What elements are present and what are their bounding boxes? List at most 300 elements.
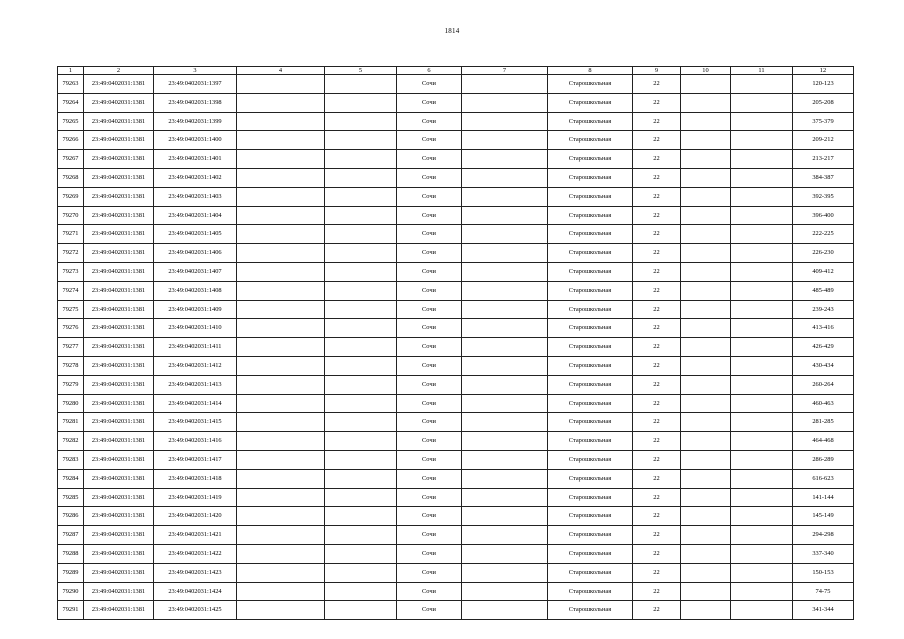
column-header: 12: [793, 67, 854, 75]
table-cell: [462, 168, 548, 187]
table-cell: Сочи: [397, 432, 462, 451]
table-cell: 22: [633, 469, 681, 488]
table-cell: [237, 450, 325, 469]
table-cell: [731, 206, 793, 225]
table-cell: [731, 544, 793, 563]
table-cell: [462, 432, 548, 451]
table-cell: 23:49:0402031:1381: [84, 507, 154, 526]
table-cell: [325, 187, 397, 206]
table-row: [58, 244, 854, 263]
table-cell: [681, 413, 731, 432]
table-cell: [681, 319, 731, 338]
table-cell: 23:49:0402031:1405: [154, 225, 237, 244]
table-cell: [462, 488, 548, 507]
table-cell: 23:49:0402031:1413: [154, 375, 237, 394]
table-cell: [325, 338, 397, 357]
table-cell: [731, 131, 793, 150]
table-cell: 341-344: [793, 601, 854, 620]
table-cell: [237, 244, 325, 263]
table-cell: 23:49:0402031:1381: [84, 131, 154, 150]
column-header: 4: [237, 67, 325, 75]
table-row: [58, 150, 854, 169]
table-cell: [237, 206, 325, 225]
table-cell: Старошкольная: [548, 319, 633, 338]
table-cell: Сочи: [397, 75, 462, 94]
table-cell: 22: [633, 168, 681, 187]
table-cell: 23:49:0402031:1381: [84, 187, 154, 206]
table-cell: [681, 544, 731, 563]
table-cell: [462, 450, 548, 469]
table-cell: 23:49:0402031:1401: [154, 150, 237, 169]
table-cell: Старошкольная: [548, 601, 633, 620]
table-row: [58, 432, 854, 451]
table-cell: [731, 507, 793, 526]
table-cell: 616-623: [793, 469, 854, 488]
table-row: [58, 356, 854, 375]
table-cell: 22: [633, 601, 681, 620]
table-cell: 23:49:0402031:1381: [84, 432, 154, 451]
table-cell: 22: [633, 300, 681, 319]
table-cell: 79266: [58, 131, 84, 150]
table-cell: [681, 281, 731, 300]
table-cell: 23:49:0402031:1409: [154, 300, 237, 319]
table-cell: [462, 262, 548, 281]
table-cell: [681, 526, 731, 545]
table-cell: [237, 300, 325, 319]
table-cell: 79265: [58, 112, 84, 131]
table-cell: Сочи: [397, 526, 462, 545]
header-row: [58, 67, 854, 75]
table-row: [58, 507, 854, 526]
table-cell: 79291: [58, 601, 84, 620]
table-cell: 375-379: [793, 112, 854, 131]
table-cell: 23:49:0402031:1418: [154, 469, 237, 488]
table-cell: [462, 244, 548, 263]
table-cell: 23:49:0402031:1381: [84, 394, 154, 413]
table-cell: 409-412: [793, 262, 854, 281]
table-cell: [325, 413, 397, 432]
column-header: 6: [397, 67, 462, 75]
table-cell: [325, 93, 397, 112]
table-cell: [731, 356, 793, 375]
table-row: [58, 488, 854, 507]
table-cell: [237, 187, 325, 206]
table-cell: [681, 432, 731, 451]
table-cell: [681, 244, 731, 263]
table-cell: Сочи: [397, 262, 462, 281]
table-cell: [325, 563, 397, 582]
table-cell: [681, 187, 731, 206]
table-cell: 23:49:0402031:1402: [154, 168, 237, 187]
table-cell: 281-285: [793, 413, 854, 432]
table-cell: 22: [633, 413, 681, 432]
table-cell: 22: [633, 131, 681, 150]
table-cell: [237, 112, 325, 131]
table-cell: 23:49:0402031:1414: [154, 394, 237, 413]
table-cell: 239-243: [793, 300, 854, 319]
table-cell: Сочи: [397, 582, 462, 601]
table-cell: 23:49:0402031:1381: [84, 582, 154, 601]
table-cell: [325, 112, 397, 131]
table-cell: 141-144: [793, 488, 854, 507]
table-cell: [731, 112, 793, 131]
table-row: [58, 131, 854, 150]
table-cell: 79270: [58, 206, 84, 225]
table-cell: 22: [633, 281, 681, 300]
table-cell: 22: [633, 582, 681, 601]
table-cell: [731, 187, 793, 206]
table-cell: 79287: [58, 526, 84, 545]
table-cell: [462, 75, 548, 94]
table-cell: 23:49:0402031:1419: [154, 488, 237, 507]
table-header: [58, 67, 854, 75]
table-cell: 79290: [58, 582, 84, 601]
table-cell: 222-225: [793, 225, 854, 244]
table-cell: 79272: [58, 244, 84, 263]
table-cell: [237, 93, 325, 112]
table-cell: 22: [633, 338, 681, 357]
table-cell: [325, 300, 397, 319]
table-cell: 23:49:0402031:1381: [84, 319, 154, 338]
table-cell: [731, 262, 793, 281]
table-cell: [237, 413, 325, 432]
table-cell: Сочи: [397, 300, 462, 319]
table-cell: 79269: [58, 187, 84, 206]
table-cell: 145-149: [793, 507, 854, 526]
table-cell: Старошкольная: [548, 168, 633, 187]
column-header: 11: [731, 67, 793, 75]
table-cell: [462, 150, 548, 169]
table-cell: 22: [633, 244, 681, 263]
table-cell: 430-434: [793, 356, 854, 375]
table-cell: 23:49:0402031:1422: [154, 544, 237, 563]
table-cell: [462, 225, 548, 244]
table-cell: Сочи: [397, 168, 462, 187]
table-cell: [462, 394, 548, 413]
table-cell: 79276: [58, 319, 84, 338]
table-cell: [237, 281, 325, 300]
table-cell: [325, 319, 397, 338]
table-row: [58, 582, 854, 601]
table-cell: [731, 488, 793, 507]
table-cell: [325, 262, 397, 281]
table-cell: 22: [633, 150, 681, 169]
table-cell: [681, 300, 731, 319]
table-cell: [681, 488, 731, 507]
table-cell: 23:49:0402031:1381: [84, 526, 154, 545]
table-cell: [462, 413, 548, 432]
table-cell: [237, 544, 325, 563]
column-header: 1: [58, 67, 84, 75]
table-cell: 79280: [58, 394, 84, 413]
table-row: [58, 93, 854, 112]
table-cell: 23:49:0402031:1381: [84, 112, 154, 131]
table-cell: [325, 601, 397, 620]
table-cell: 294-298: [793, 526, 854, 545]
table-cell: Сочи: [397, 281, 462, 300]
table-cell: [462, 469, 548, 488]
table-cell: Сочи: [397, 338, 462, 357]
table-cell: 79285: [58, 488, 84, 507]
table-cell: 23:49:0402031:1421: [154, 526, 237, 545]
table-cell: Сочи: [397, 450, 462, 469]
table-cell: 23:49:0402031:1407: [154, 262, 237, 281]
table-cell: 337-340: [793, 544, 854, 563]
table-cell: 23:49:0402031:1410: [154, 319, 237, 338]
table-cell: 79284: [58, 469, 84, 488]
table-cell: 384-387: [793, 168, 854, 187]
table-cell: Сочи: [397, 131, 462, 150]
table-cell: [731, 601, 793, 620]
table-cell: 79283: [58, 450, 84, 469]
table-cell: 23:49:0402031:1399: [154, 112, 237, 131]
table-cell: 23:49:0402031:1381: [84, 206, 154, 225]
table-cell: [462, 563, 548, 582]
table-cell: 23:49:0402031:1425: [154, 601, 237, 620]
table-cell: [731, 93, 793, 112]
table-cell: [325, 356, 397, 375]
table-cell: [462, 187, 548, 206]
table-cell: [237, 563, 325, 582]
table-cell: 396-400: [793, 206, 854, 225]
table-cell: 286-289: [793, 450, 854, 469]
table-cell: Сочи: [397, 356, 462, 375]
table-cell: 23:49:0402031:1400: [154, 131, 237, 150]
table-cell: [731, 432, 793, 451]
table-cell: [731, 394, 793, 413]
table-cell: Сочи: [397, 469, 462, 488]
table-cell: [681, 469, 731, 488]
table-cell: 23:49:0402031:1381: [84, 244, 154, 263]
table-cell: [237, 262, 325, 281]
table-cell: Старошкольная: [548, 112, 633, 131]
table-cell: 23:49:0402031:1381: [84, 413, 154, 432]
table-cell: 23:49:0402031:1397: [154, 75, 237, 94]
table-cell: [681, 507, 731, 526]
table-cell: 79268: [58, 168, 84, 187]
table-cell: Сочи: [397, 544, 462, 563]
table-cell: [731, 582, 793, 601]
table-cell: [325, 582, 397, 601]
table-cell: Сочи: [397, 244, 462, 263]
table-cell: Старошкольная: [548, 206, 633, 225]
table-cell: 23:49:0402031:1381: [84, 356, 154, 375]
table-cell: [325, 244, 397, 263]
table-cell: [237, 75, 325, 94]
table-cell: [237, 319, 325, 338]
table-cell: 426-429: [793, 338, 854, 357]
table-cell: [681, 262, 731, 281]
table-cell: 23:49:0402031:1381: [84, 488, 154, 507]
table-cell: [325, 469, 397, 488]
table-cell: 392-395: [793, 187, 854, 206]
table-cell: Сочи: [397, 225, 462, 244]
table-cell: [237, 469, 325, 488]
table-cell: [462, 112, 548, 131]
table-cell: 23:49:0402031:1381: [84, 601, 154, 620]
table-cell: 22: [633, 319, 681, 338]
table-cell: 23:49:0402031:1417: [154, 450, 237, 469]
table-cell: Сочи: [397, 206, 462, 225]
table-cell: [681, 601, 731, 620]
table-row: [58, 469, 854, 488]
table-cell: 74-75: [793, 582, 854, 601]
table-cell: [681, 394, 731, 413]
column-header: 5: [325, 67, 397, 75]
table-cell: [731, 168, 793, 187]
table-cell: 22: [633, 432, 681, 451]
table-cell: 22: [633, 488, 681, 507]
table-cell: 79281: [58, 413, 84, 432]
table-cell: [237, 131, 325, 150]
table-cell: 79273: [58, 262, 84, 281]
table-row: [58, 225, 854, 244]
table-cell: [731, 526, 793, 545]
table-cell: [681, 450, 731, 469]
table-cell: [325, 450, 397, 469]
table-cell: [237, 488, 325, 507]
table-cell: 22: [633, 544, 681, 563]
table-cell: Старошкольная: [548, 262, 633, 281]
table-cell: [237, 394, 325, 413]
table-cell: 79277: [58, 338, 84, 357]
table-cell: Сочи: [397, 488, 462, 507]
column-header: 7: [462, 67, 548, 75]
table-cell: [681, 93, 731, 112]
table-cell: 79282: [58, 432, 84, 451]
table-cell: Старошкольная: [548, 469, 633, 488]
table-cell: 79279: [58, 375, 84, 394]
table-cell: [681, 563, 731, 582]
table-cell: Старошкольная: [548, 131, 633, 150]
table-row: [58, 394, 854, 413]
table-cell: Старошкольная: [548, 338, 633, 357]
table-cell: 79263: [58, 75, 84, 94]
table-cell: 22: [633, 75, 681, 94]
table-row: [58, 544, 854, 563]
table-row: [58, 112, 854, 131]
column-header: 8: [548, 67, 633, 75]
table-cell: 413-416: [793, 319, 854, 338]
table-cell: [681, 112, 731, 131]
table-cell: [325, 281, 397, 300]
table-row: [58, 206, 854, 225]
column-header: 9: [633, 67, 681, 75]
table-cell: 23:49:0402031:1408: [154, 281, 237, 300]
table-cell: 260-264: [793, 375, 854, 394]
table-cell: 23:49:0402031:1411: [154, 338, 237, 357]
table-cell: Сочи: [397, 150, 462, 169]
table-cell: 22: [633, 112, 681, 131]
table-cell: 205-208: [793, 93, 854, 112]
table-cell: Старошкольная: [548, 394, 633, 413]
table-cell: 22: [633, 507, 681, 526]
table-cell: Сочи: [397, 507, 462, 526]
table-cell: [462, 300, 548, 319]
table-cell: [731, 375, 793, 394]
table-cell: Старошкольная: [548, 450, 633, 469]
table-cell: 23:49:0402031:1381: [84, 563, 154, 582]
table-cell: [731, 75, 793, 94]
table-cell: 22: [633, 563, 681, 582]
table-row: [58, 338, 854, 357]
table-cell: [681, 206, 731, 225]
table-cell: 23:49:0402031:1381: [84, 450, 154, 469]
table-cell: [731, 150, 793, 169]
table-cell: 22: [633, 206, 681, 225]
table-cell: [462, 281, 548, 300]
column-header: 2: [84, 67, 154, 75]
table-cell: 23:49:0402031:1423: [154, 563, 237, 582]
table-cell: [681, 338, 731, 357]
table-cell: 150-153: [793, 563, 854, 582]
table-cell: 22: [633, 394, 681, 413]
table-cell: 22: [633, 375, 681, 394]
table-cell: [325, 225, 397, 244]
table-cell: [237, 168, 325, 187]
table-cell: [237, 507, 325, 526]
table-cell: 22: [633, 450, 681, 469]
table-cell: 23:49:0402031:1381: [84, 469, 154, 488]
table-cell: 79267: [58, 150, 84, 169]
table-cell: 485-489: [793, 281, 854, 300]
table-cell: [325, 206, 397, 225]
table-cell: Старошкольная: [548, 582, 633, 601]
table-cell: 23:49:0402031:1416: [154, 432, 237, 451]
table-cell: 23:49:0402031:1420: [154, 507, 237, 526]
table-cell: 23:49:0402031:1406: [154, 244, 237, 263]
table-row: [58, 168, 854, 187]
table-cell: [325, 150, 397, 169]
table-cell: 23:49:0402031:1381: [84, 225, 154, 244]
table-cell: 22: [633, 262, 681, 281]
table-cell: Сочи: [397, 93, 462, 112]
table-cell: 23:49:0402031:1415: [154, 413, 237, 432]
table-cell: [325, 394, 397, 413]
table-row: [58, 75, 854, 94]
table-cell: [731, 300, 793, 319]
table-cell: [681, 582, 731, 601]
table-cell: Старошкольная: [548, 300, 633, 319]
table-cell: [237, 601, 325, 620]
table-cell: 464-468: [793, 432, 854, 451]
table-row: [58, 319, 854, 338]
column-header: 3: [154, 67, 237, 75]
table-cell: [731, 469, 793, 488]
table-cell: [237, 225, 325, 244]
table-cell: 79271: [58, 225, 84, 244]
table-cell: [325, 432, 397, 451]
table-cell: [462, 601, 548, 620]
table-cell: [731, 225, 793, 244]
table-cell: 120-123: [793, 75, 854, 94]
table-cell: Старошкольная: [548, 150, 633, 169]
table-cell: [731, 244, 793, 263]
table-cell: 23:49:0402031:1412: [154, 356, 237, 375]
table-cell: Старошкольная: [548, 488, 633, 507]
table-cell: [462, 526, 548, 545]
column-header: 10: [681, 67, 731, 75]
table-cell: [462, 544, 548, 563]
table-cell: Сочи: [397, 375, 462, 394]
table-cell: 79275: [58, 300, 84, 319]
table-cell: [681, 150, 731, 169]
table-cell: Старошкольная: [548, 244, 633, 263]
table-cell: [325, 544, 397, 563]
table-cell: [325, 131, 397, 150]
table-cell: [237, 582, 325, 601]
table-cell: 213-217: [793, 150, 854, 169]
